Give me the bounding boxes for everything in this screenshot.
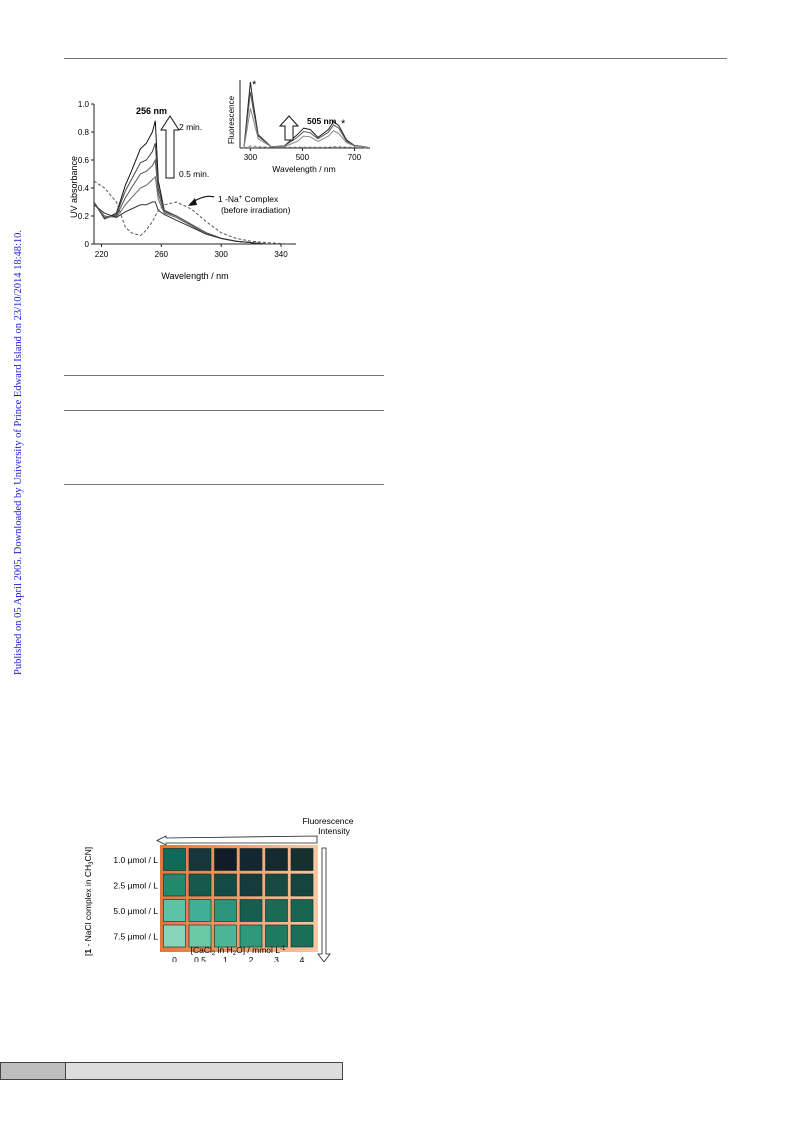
star-1: * [252,79,257,91]
complex-pointer-head [188,198,197,206]
grid-cell [164,874,186,896]
column-labels [172,955,305,962]
grid-cell [266,874,288,896]
intensity-label-2: Intensity [318,826,350,836]
column-label: 0.5 [194,955,206,962]
grid-cell [266,900,288,922]
column-label: 1 [223,955,228,962]
time-start-label: 0.5 min. [179,169,210,179]
grid-cell [266,849,288,871]
grid-cell [240,874,262,896]
y-axis-label: UV absorbance [69,155,79,218]
grid-cell [291,900,313,922]
table-mid-rule [64,410,384,411]
grid-cell [189,849,211,871]
peak-label: 256 nm [136,106,168,116]
x-tick-label: 340 [274,250,288,259]
download-sidebar [0,0,28,1123]
inset-x-tick-label: 300 [243,153,258,162]
grid-cell [240,900,262,922]
column-label: 3 [274,955,279,962]
footer-page-cell [1,1063,66,1079]
vertical-intensity-arrow [318,848,330,962]
x-ticks [95,244,288,259]
row-labels [113,855,158,942]
row-label: 1.0 µmol / L [113,855,158,865]
row-label: 7.5 µmol / L [113,931,158,942]
fluorescence-series-line [244,82,368,148]
y-tick-label: 0.4 [77,184,89,193]
inset-x-tick-label: 500 [295,153,310,162]
grid-cell [215,849,237,871]
row-label: 5.0 µmol / L [113,906,158,916]
y-axis-label: [1 - NaCl complex in $CH_3CN$] [83,846,95,956]
y-tick-label: 1.0 [77,100,89,109]
fluorescence-series-line [244,92,368,148]
grid-cell [189,900,211,922]
inset-x-ticks [244,148,362,162]
grid-cell [189,874,211,896]
download-notice: Published on 05 April 2005. Downloaded by University of Prince Edward Island on 23/10/2014 18:48:10. [13,229,24,675]
inset-peak-label: 505 nm [307,116,337,126]
complex-note: (before irradiation) [221,205,291,215]
inset-x-label: Wavelength / nm [272,164,336,174]
header-rule [64,58,727,59]
grid-cell [291,849,313,871]
table-top-rule [64,375,384,376]
grid-cell [291,874,313,896]
grid-cell [164,925,186,947]
y-ticks [78,100,94,249]
star-2: * [341,118,346,130]
x-axis-label: Wavelength / nm [161,271,229,281]
inset-x-tick-label: 700 [347,153,362,162]
y-tick-label: 0.2 [77,212,89,221]
complex-label: 1 -Na+ Complex [218,194,279,204]
grid-cell [164,849,186,871]
grid-cell [240,849,262,871]
y-tick-label: 0 [84,240,89,249]
grid-cell [215,925,237,947]
fluorescence-grid-figure [78,812,368,962]
column-label: 2 [248,955,254,962]
inset-y-label: Fluorescence [227,95,236,144]
grid-cell [240,925,262,947]
y-tick-label: 0.8 [77,128,89,137]
x-tick-label: 300 [214,250,228,259]
x-axis-label: [CaCl$_2$ in $H_2O$] / mmol $L^{-1}$ [190,945,286,957]
horizontal-intensity-arrow [157,836,317,845]
footer-bar [0,1062,343,1080]
column-label: 0 [172,955,177,962]
fluorescence-series [244,82,368,148]
x-tick-label: 220 [94,250,109,259]
x-tick-label: 260 [154,250,169,259]
intensity-label-1: Fluorescence [302,816,354,826]
grid-cell [215,874,237,896]
grid-cell [164,900,186,922]
grid-cell [189,925,211,947]
time-end-label: 2 min. [179,122,203,132]
table-bottom-rule [64,484,384,485]
uv-absorbance-figure [64,70,396,290]
grid-cell [291,925,313,947]
y-tick-label: 0.6 [77,156,89,165]
column-label: 4 [299,955,305,962]
fluorescence-inset [227,79,370,174]
grid-cell [266,925,288,947]
row-label: 2.5 µmol / L [113,880,158,891]
grid-cell [215,900,237,922]
increase-arrow [161,116,179,178]
